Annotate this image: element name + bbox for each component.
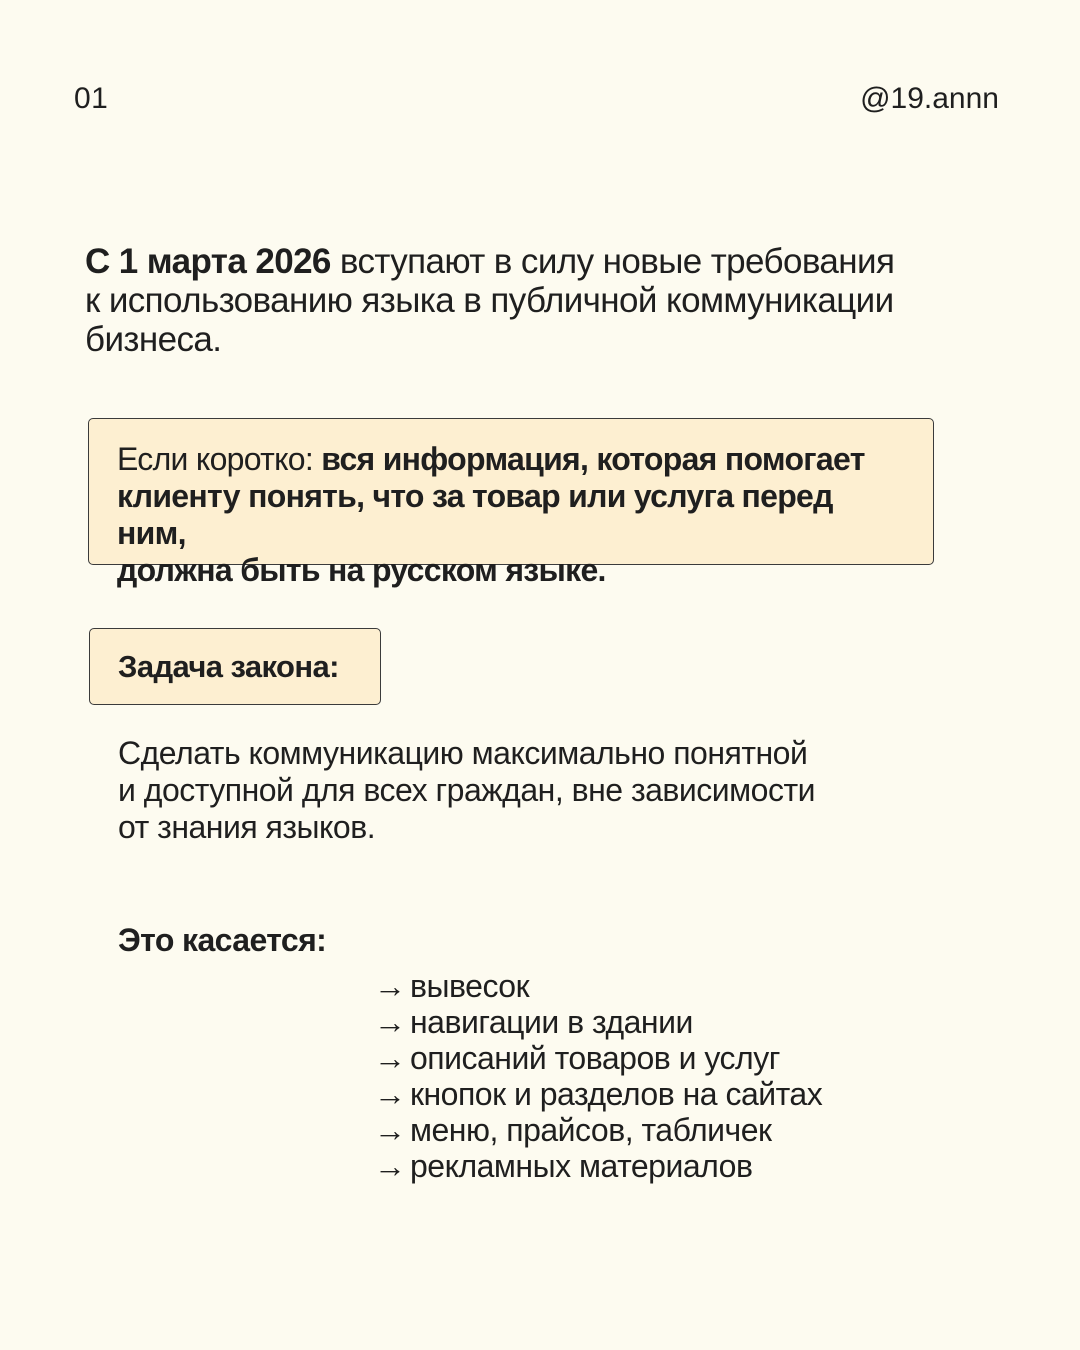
arrow-right-icon: →	[374, 1148, 406, 1184]
intro-line-1: вступают в силу новые требования	[330, 242, 895, 281]
list-item-label: вывесок	[410, 968, 530, 1004]
summary-lead: Если коротко:	[117, 441, 322, 477]
arrow-right-icon: →	[374, 1040, 406, 1076]
list-item-label: навигации в здании	[410, 1004, 693, 1040]
goal-line-1: Сделать коммуникацию максимально понятной	[118, 735, 808, 771]
list-item	[374, 968, 822, 1004]
summary-line-2: клиенту понять, что за товар или услуга перед ним,	[117, 478, 833, 551]
author-handle: @19.annn	[860, 82, 999, 115]
arrow-right-icon: →	[374, 968, 406, 1004]
intro-date: С 1 марта 2026	[85, 242, 331, 281]
list-item	[374, 1112, 822, 1148]
goal-line-2: и доступной для всех граждан, вне зависимости	[118, 772, 815, 808]
page-number: 01	[74, 82, 109, 115]
arrow-right-icon: →	[374, 1076, 406, 1112]
arrow-right-icon: →	[374, 1004, 406, 1040]
goal-text	[118, 735, 898, 846]
summary-box	[88, 418, 934, 588]
goal-label-box: Задача закона:	[89, 628, 381, 705]
list-item	[374, 1040, 822, 1076]
list-item-label: меню, прайсов, табличек	[410, 1112, 772, 1148]
goal-line-3: от знания языков.	[118, 809, 376, 845]
arrow-right-icon: →	[374, 1112, 406, 1148]
intro-paragraph	[85, 242, 1005, 359]
applies-list	[374, 968, 822, 1184]
list-item-label: описаний товаров и услуг	[410, 1040, 780, 1076]
list-item	[374, 1076, 822, 1112]
summary-line-1: вся информация, которая помогает	[321, 441, 865, 477]
summary-line-3: должна быть на русском языке.	[117, 552, 606, 588]
list-item	[374, 1004, 822, 1040]
intro-line-2: к использованию языка в публичной коммуникации	[85, 281, 894, 320]
list-item-label: рекламных материалов	[410, 1148, 753, 1184]
list-item	[374, 1148, 822, 1184]
applies-heading: Это касается:	[118, 922, 327, 958]
intro-line-3: бизнеса.	[85, 320, 222, 359]
list-item-label: кнопок и разделов на сайтах	[410, 1076, 823, 1112]
